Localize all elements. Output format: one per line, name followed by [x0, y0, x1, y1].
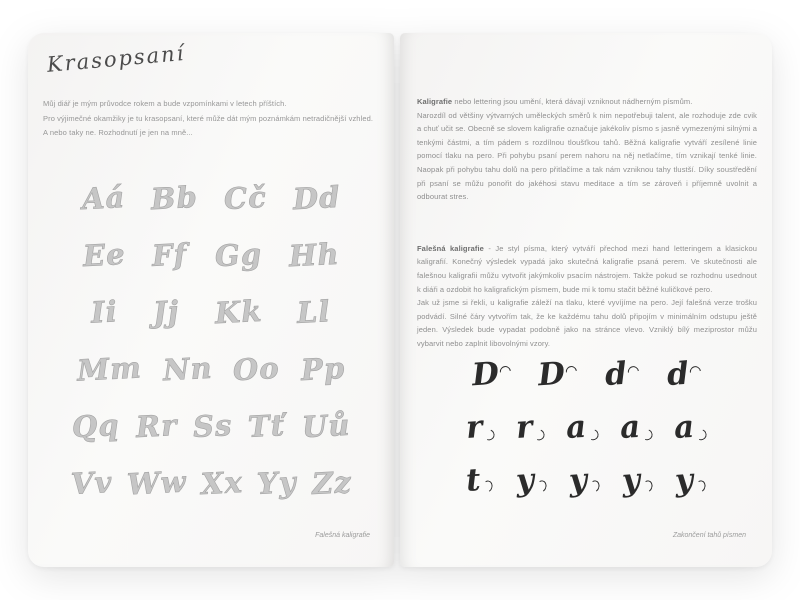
alphabet-letter-pair: Ii — [90, 293, 119, 330]
right-page-footer: Zakončení tahů písmen — [672, 532, 746, 539]
flourished-letter: y — [514, 460, 547, 498]
paragraph-text: Jak už jsme si řekli, u kaligrafie záleží na tlaku, které vyvíjíme na pero. Její falešná verze trošku podvádí. Silné čáry vytvořím tak, že ke každému tahu dolů připojím v minimálním odstupu ještě jeden. Výsledek bude vypadat podobně jako na stránce vlevo. Vzniklý bílý meziprostor můžu vybarvit nebo zaplnit libovolnými vzory. — [417, 298, 757, 348]
alphabet-letter-pair: Uů — [300, 407, 351, 444]
right-page — [400, 33, 772, 567]
faux-calligraphy-alphabet — [38, 169, 384, 511]
alphabet-letter-pair: Jj — [152, 293, 181, 330]
flourished-letter: D — [471, 354, 512, 393]
alphabet-letter-pair: Pp — [300, 350, 346, 387]
alphabet-letter-pair: Cč — [223, 179, 268, 216]
calligraphy-text-block — [417, 95, 757, 351]
alphabet-letter-pair: Nn — [161, 350, 214, 387]
paragraph-lead: Kaligrafie — [417, 97, 453, 106]
alphabet-letter-pair: Tť — [247, 407, 287, 444]
flourished-letter: r — [465, 408, 496, 446]
paragraph-lead: Falešná kaligrafie — [417, 243, 484, 253]
intro-paragraph — [43, 97, 382, 141]
flourished-letter: d — [665, 354, 701, 392]
flourished-letter: y — [621, 460, 654, 498]
paragraph-text: nebo lettering jsou umění, která dávají vzniknout nádherným písmům. — [452, 97, 693, 106]
letter-row — [416, 347, 756, 400]
intro-line: Můj diář je mým průvodce rokem a bude vzpomínkami v letech příštích. — [43, 99, 287, 108]
letter-row — [416, 453, 756, 506]
left-page-footer: Falešná kaligrafie — [315, 532, 370, 539]
letter-row — [38, 226, 384, 283]
flourished-letter: D — [537, 354, 578, 393]
alphabet-letter-pair: Ee — [82, 236, 127, 273]
flourished-letter: d — [604, 354, 640, 392]
paragraph — [417, 296, 757, 350]
intro-line: Pro výjimečné okamžiky je tu krasopsaní, které může dát mým poznámkám netradičnější vzhled. — [43, 113, 374, 123]
letter-row — [416, 400, 756, 453]
letter-row — [38, 169, 384, 226]
alphabet-letter-pair: Aá — [81, 179, 127, 216]
alphabet-letter-pair: Yy — [256, 464, 298, 501]
paragraph-text: - Je styl písma, který vytváří přechod mezi hand letteringem a klasickou kaligrafií. Konečný výsledek vypadá jako skutečná kaligrafie psaná perem. Ve skutečnosti ale falešnou kaligrafii můžu vytvořit jakýmkoliv psacím nástrojem. Takže pokud se rozhodnu usednout k diáři a ozdobit ho kaligrafickým písmem, bude mi k tomu stačit běžné kuličkové pero. — [417, 243, 758, 294]
letter-row — [38, 340, 384, 397]
letter-row — [38, 454, 384, 511]
alphabet-letter-pair: Ww — [125, 463, 188, 502]
paragraph — [417, 95, 757, 109]
alphabet-letter-pair: Rr — [134, 407, 178, 444]
paragraph — [417, 242, 757, 296]
flourished-letter: a — [673, 407, 708, 445]
letter-ending-samples — [416, 347, 756, 506]
left-page — [28, 33, 394, 567]
alphabet-letter-pair: Hh — [287, 236, 340, 273]
alphabet-letter-pair: Mm — [76, 349, 143, 388]
alphabet-letter-pair: Qq — [71, 407, 121, 444]
alphabet-letter-pair: Ll — [296, 293, 332, 330]
paragraph-text: Narozdíl od většiny výtvarných uměleckých směrů k nim nepotřebuji talent, ale rozhoduje zde cvik a chuť učit se. Obecně se slovem kaligrafie označuje jakékoliv písmo s jasně vymezenými silnými a tenkými částmi, a tím pádem s rozdílnou tloušťkou tahů. Běžná kaligrafie vytváří zesílené linie pomocí tlaku na pero. Při pohybu psaní perem nahoru na něj netlačíme, tím vznikají tenké linie. Naopak při pohybu tahu dolů na pero přitlačíme a tak nám vzniknou tahy tlustší. Díky soustředění při psaní se můžu ponořit do jakéhosi stavu meditace a tím se zároveň i příjemně uvolnit a odbourat stres. — [417, 110, 757, 202]
paragraph — [417, 109, 757, 204]
alphabet-letter-pair: Ss — [192, 407, 234, 444]
letter-row — [38, 397, 384, 454]
open-diary-spread — [28, 33, 772, 567]
flourished-letter: a — [619, 407, 654, 445]
alphabet-letter-pair: Bb — [150, 179, 199, 216]
letter-row — [38, 283, 384, 340]
flourished-letter: a — [565, 407, 600, 445]
alphabet-letter-pair: Xx — [200, 464, 244, 501]
flourished-letter: r — [515, 408, 546, 446]
alphabet-letter-pair: Zz — [310, 464, 353, 501]
flourished-letter: y — [674, 460, 707, 498]
alphabet-letter-pair: Vv — [69, 464, 113, 501]
flourished-letter: y — [567, 460, 600, 498]
alphabet-letter-pair: Kk — [213, 293, 263, 330]
intro-line: A nebo taky ne. Rozhodnutí je jen na mně... — [43, 128, 193, 137]
alphabet-letter-pair: Dd — [291, 179, 341, 216]
alphabet-letter-pair: Oo — [232, 350, 281, 387]
page-title: Krasopsaní — [46, 40, 187, 77]
alphabet-letter-pair: Ff — [151, 236, 189, 273]
flourished-letter: t — [465, 461, 495, 499]
alphabet-letter-pair: Gg — [213, 236, 263, 273]
